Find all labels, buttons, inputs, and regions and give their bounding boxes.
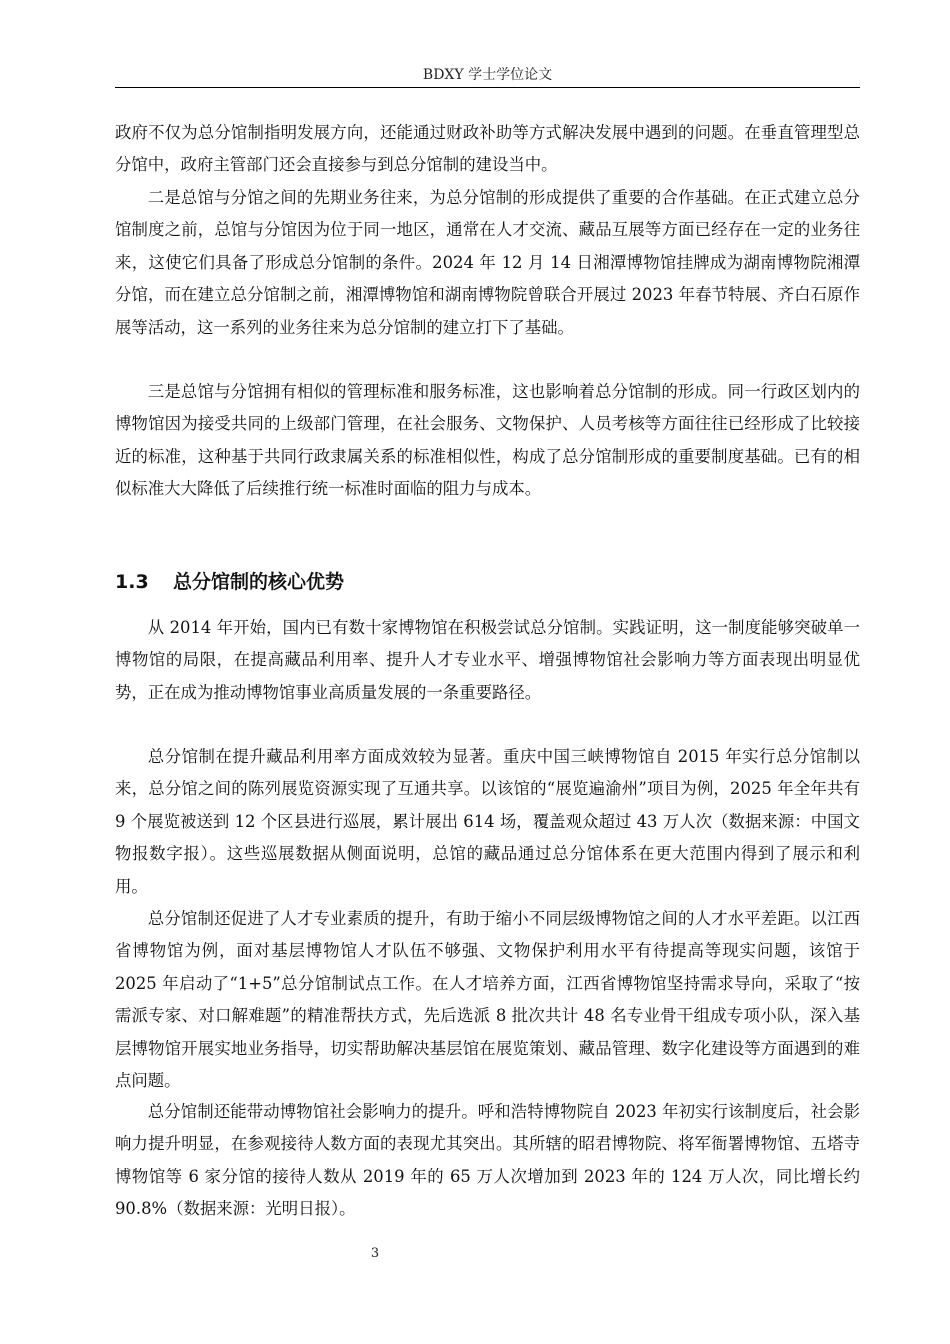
body-paragraph-third-factor: 三是总馆与分馆拥有相似的管理标准和服务标准，这也影响着总分馆制的形成。同一行政区划内的博物馆因为接受共同的上级部门管理，在社会服务、文物保护、人员考核等方面往往已经形成了比较接近的标准，这种基于共同行政隶属关系的标准相似性，构成了总分馆制形成的重要制度基础。已有的相似标准大大降低了后续推行统一标准时面临的阻力与成本。 (115, 382, 860, 499)
body-paragraph-talent: 总分馆制还促进了人才专业素质的提升，有助于缩小不同层级博物馆之间的人才水平差距。以江西省博物馆为例，面对基层博物馆人才队伍不够强、文物保护利用水平有待提高等现实问题，该馆于 2025 年启动了“1+5”总分馆制试点工作。在人才培养方面，江西省博物馆坚持需求导向，采取了“按需派专家、对口解难题”的精准帮扶方式，先后选派 8 批次共计 48 名专业骨干组成专项小队，深入基层博物馆开展实地业务指导，切实帮助解决基层馆在展览策划、藏品管理、数字化建设等方面遇到的难点问题。 (115, 909, 860, 1091)
header-divider (115, 87, 860, 88)
page-header: BDXY 学士学位论文 (422, 67, 553, 83)
body-paragraph-collection-utilization: 总分馆制在提升藏品利用率方面成效较为显著。重庆中国三峡博物馆自 2015 年实行总分馆制以来，总分馆之间的陈列展览资源实现了互通共享。以该馆的“展览遍渝州”项目为例，2025 年全年共有 9 个展览被送到 12 个区县进行巡展，累计展出 614 场，覆盖观众超过 43 万人次（数据来源：中国文物报数字报）。这些巡展数据从侧面说明，总馆的藏品通过总分馆体系在更大范围内得到了展示和利用。 (115, 747, 860, 896)
section-number: 1.3 (115, 571, 149, 593)
page-number: 3 (370, 1246, 380, 1261)
section-heading (115, 567, 860, 597)
body-paragraph-second-factor: 二是总馆与分馆之间的先期业务往来，为总分馆制的形成提供了重要的合作基础。在正式建立总分馆制度之前，总馆与分馆因为位于同一地区，通常在人才交流、藏品互展等方面已经存在一定的业务往来，这使它们具备了形成总分馆制的条件。2024 年 12 月 14 日湘潭博物馆挂牌成为湖南博物院湘潭分馆，而在建立总分馆制之前，湘潭博物馆和湖南博物院曾联合开展过 2023 年春节特展、齐白石原作展等活动，这一系列的业务往来为总分馆制的建立打下了基础。 (115, 188, 860, 337)
body-paragraph-intro: 从 2014 年开始，国内已有数十家博物馆在积极尝试总分馆制。实践证明，这一制度能够突破单一博物馆的局限，在提高藏品利用率、提升人才专业水平、增强博物馆社会影响力等方面表现出明显优势，正在成为推动博物馆事业高质量发展的一条重要路径。 (115, 618, 860, 702)
body-paragraph-continuation: 政府不仅为总分馆制指明发展方向，还能通过财政补助等方式解决发展中遇到的问题。在垂直管理型总分馆中，政府主管部门还会直接参与到总分馆制的建设当中。 (115, 123, 860, 175)
body-paragraph-social-influence: 总分馆制还能带动博物馆社会影响力的提升。呼和浩特博物院自 2023 年初实行该制度后，社会影响力提升明显，在参观接待人数方面的表现尤其突出。其所辖的昭君博物院、将军衙署博物馆、五塔寺博物馆等 6 家分馆的接待人数从 2019 年的 65 万人次增加到 2023 年的 124 万人次，同比增长约 90.8%（数据来源：光明日报）。 (115, 1102, 860, 1219)
section-title: 总分馆制的核心优势 (173, 571, 345, 593)
